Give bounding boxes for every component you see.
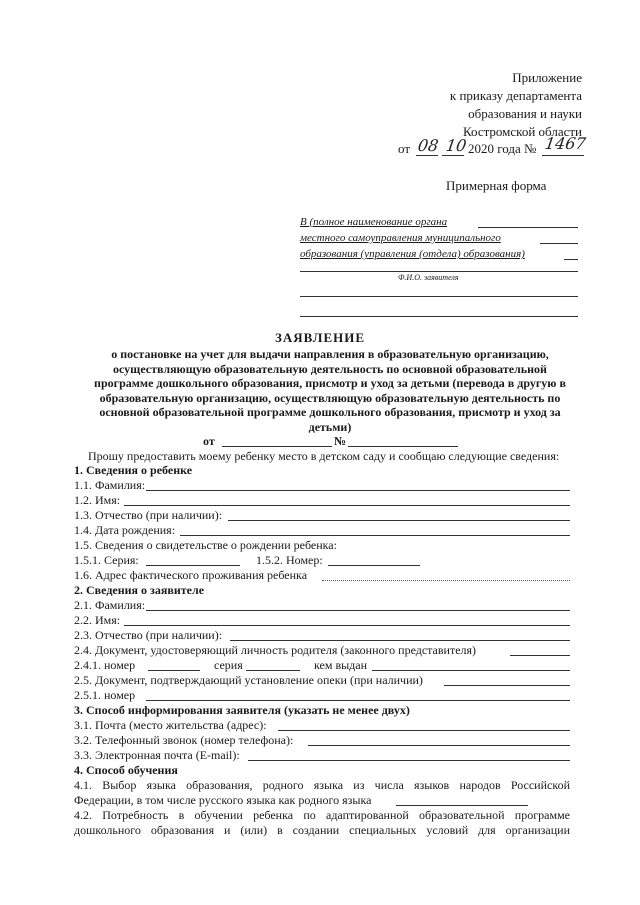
title-number-blank — [348, 446, 458, 447]
child-name-field[interactable] — [124, 505, 570, 506]
title-number-label: № — [334, 434, 347, 448]
child-surname-field[interactable] — [146, 490, 570, 491]
notify-email-label: 3.3. Электронная почта (E-mail): — [74, 748, 240, 762]
child-birthdate-label: 1.4. Дата рождения: — [74, 523, 176, 537]
order-number-underline — [542, 155, 584, 156]
guardianship-number-label: 2.5.1. номер — [74, 688, 136, 702]
applicant-id-series-field[interactable] — [246, 670, 300, 671]
header-appendix: Приложение — [512, 70, 582, 85]
date-month-underline — [442, 155, 464, 156]
section-2-heading: 2. Сведения о заявителе — [74, 583, 205, 597]
guardianship-document-label: 2.5. Документ, подтверждающий установление опеки (при наличии) — [74, 673, 423, 687]
applicant-patronymic-field[interactable] — [230, 640, 570, 641]
title-date-blank — [222, 446, 332, 447]
language-choice-line-2: Федерации, в том числе русского языка как родного языка — [74, 793, 372, 807]
child-certificate-number-label: 1.5.2. Номер: — [256, 553, 323, 567]
language-choice-line-1: 4.1. Выбор языка образования, родного языка из числа языков народов Российской — [74, 778, 570, 792]
guardianship-document-field[interactable] — [444, 685, 570, 686]
applicant-id-document-field[interactable] — [510, 655, 570, 656]
notify-post-label: 3.1. Почта (место жительства (адрес): — [74, 718, 267, 732]
header-department-line: образования и науки — [468, 106, 582, 121]
applicant-name-label: 2.2. Имя: — [74, 613, 121, 627]
applicant-id-number-field[interactable] — [148, 670, 200, 671]
child-patronymic-label: 1.3. Отчество (при наличии): — [74, 508, 223, 522]
notify-email-field[interactable] — [248, 760, 570, 761]
addressee-line-2: местного самоуправления муниципального — [300, 232, 501, 244]
applicant-surname-label: 2.1. Фамилия: — [74, 598, 146, 612]
section-4-heading: 4. Способ обучения — [74, 763, 178, 777]
guardianship-number-field[interactable] — [146, 700, 570, 701]
section-3-heading: 3. Способ информирования заявителя (указать не менее двух) — [74, 703, 410, 717]
form-label: Примерная форма — [446, 178, 547, 193]
header-date-prefix: от — [398, 141, 411, 156]
applicant-surname-field[interactable] — [146, 610, 570, 611]
child-certificate-series-label: 1.5.1. Серия: — [74, 553, 139, 567]
child-address-field[interactable] — [322, 580, 570, 581]
notify-phone-label: 3.2. Телефонный звонок (номер телефона): — [74, 733, 294, 747]
child-certificate-label: 1.5. Сведения о свидетельстве о рождении ребенка: — [74, 538, 337, 552]
notify-phone-field[interactable] — [308, 745, 570, 746]
child-address-label: 1.6. Адрес фактического проживания ребенка — [74, 568, 308, 582]
addressee-fio-line — [300, 271, 578, 272]
header-date-year: 2020 года № — [468, 141, 537, 156]
header-order-number: 1467 — [543, 134, 588, 153]
header-order-line: к приказу департамента — [449, 88, 582, 103]
language-choice-field[interactable] — [396, 805, 528, 806]
addressee-line-3: образования (управления (отдела) образования) — [300, 248, 525, 260]
child-certificate-series-field[interactable] — [146, 565, 240, 566]
title-line-4: образовательную организацию, осуществляющую образовательную деятельность по — [99, 390, 561, 405]
applicant-id-issued-field[interactable] — [372, 670, 570, 671]
addressee-line-3-blank — [564, 259, 578, 260]
title-line-6: детьми) — [308, 419, 352, 434]
addressee-blank-2 — [300, 316, 578, 317]
child-surname-label: 1.1. Фамилия: — [74, 478, 146, 492]
title-line-2: осуществляющую образовательную деятельность по основной образовательной — [113, 361, 547, 376]
document-heading: ЗАЯВЛЕНИЕ — [274, 330, 366, 345]
notify-post-field[interactable] — [278, 730, 570, 731]
header-region-line: Костромской области — [462, 124, 582, 139]
child-certificate-number-field[interactable] — [328, 565, 420, 566]
child-patronymic-field[interactable] — [228, 520, 570, 521]
document-title — [70, 347, 590, 434]
header-date-day: 08 — [416, 136, 440, 155]
title-line-1: о постановке на учет для выдачи направления в образовательную организацию, — [111, 347, 549, 361]
addressee-line-1-blank — [478, 227, 578, 228]
date-day-underline — [416, 155, 438, 156]
section-1-heading: 1. Сведения о ребенке — [74, 463, 193, 477]
addressee-fio-caption: Ф.И.О. заявителя — [398, 273, 459, 282]
applicant-id-number-label: 2.4.1. номер — [74, 658, 136, 672]
title-from-label: от — [203, 434, 215, 448]
applicant-id-series-label: серия — [214, 658, 243, 672]
child-birthdate-field[interactable] — [180, 535, 570, 536]
addressee-blank-1 — [300, 296, 578, 297]
intro-text: Прошу предоставить моему ребенку место в детском саду и сообщаю следующие сведения: — [88, 449, 560, 463]
title-line-5: основной образовательной программе дошкольного образования, присмотр и уход за — [99, 405, 561, 419]
addressee-line-1: В (полное наименование органа — [300, 216, 448, 228]
applicant-id-issued-label: кем выдан — [314, 658, 368, 672]
adapted-program-line-1: 4.2. Потребность в обучении ребенка по адаптированной образовательной программе — [74, 808, 570, 822]
title-line-3: программе дошкольного образования, присмотр и уход за детьми (перевода в другую в — [94, 376, 566, 390]
applicant-name-field[interactable] — [124, 625, 570, 626]
addressee-line-2-blank — [540, 243, 578, 244]
child-name-label: 1.2. Имя: — [74, 493, 121, 507]
applicant-id-document-label: 2.4. Документ, удостоверяющий личность родителя (законного представителя) — [74, 643, 477, 657]
applicant-patronymic-label: 2.3. Отчество (при наличии): — [74, 628, 223, 642]
header-date-month: 10 — [444, 136, 468, 155]
adapted-program-line-2: дошкольного образования и (или) в создании специальных условий для организации — [74, 823, 570, 837]
